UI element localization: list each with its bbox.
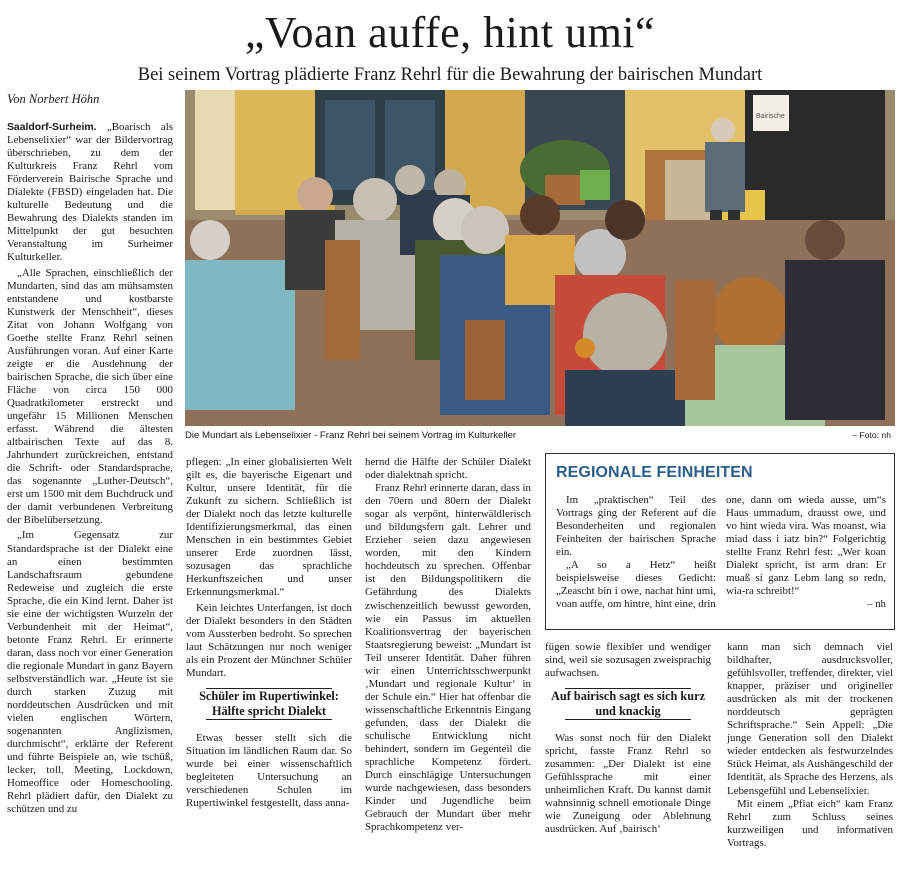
article-paragraph: „Im Gegensatz zur Standardsprache ist der Dialekt eine an einen bestimmten Landschaftsraum gebundene Redeweise und zugleich die erste Sprache, die ein Kind lernt. Daher ist sie eine der wichtigsten Wurzeln der Verbundenheit mit der Heimat“, betonte Franz Rehrl. Er erinnerte daran, dass noch vor einer Generation die regionale Mundart in ganz Bayern selbstverständlich war. „Heute ist sie durch starken Zuzug mit norddeutschen Ausdrücken und mit vielen englischen Wörtern, sogenannten Anglizismen, durchmischt“, erklärte der Referent und führte Beispiele an, wie tschüß, lecker, toll, Meeting, Lockdown, Homeoffice oder Homeschooling. Rehrl plädiert dafür, den Dialekt zu schützen und zu [7,529,173,816]
article-column-4 [545,641,711,869]
audience-lecture-image [185,90,895,426]
article-column-2 [186,456,352,870]
article-paragraph: Kein leichtes Unterfangen, ist doch der Dialekt besonders in den Städten vom Aussterben bedroht. So sprechen laut Schätzungen nur noch weniger als ein Prozent der Münchner Schüler Mundart. [186,601,352,679]
info-box-signature: – nh [866,598,886,611]
article-paragraph: fügen sowie flexibler und wendiger sind, weil sie sozusagen zweisprachig aufwachsen. [545,641,711,680]
article-paragraph [7,121,173,265]
article-paragraph: kann man sich demnach viel bildhafter, ausdrucksvoller, gefühlsvoller, treffender, direkter, viel knapper, präziser und origineller ausdrücken als mit der trockenen norddeutsch geprägten Schriftsprache.“ Sein Appell: „Die junge Generation soll den Dialekt wieder entdecken als festwurzelndes Stück Heimat, als Aushängeschild der Identität, als Sprache des Herzens, als Lebensgefühl und Lebenselixier. [727,641,893,797]
article-paragraph: hernd die Hälfte der Schüler Dialekt oder dialektnah spricht. [365,456,531,482]
article-paragraph: pflegen: „In einer globalisierten Welt gilt es, die bayerische Eigenart und Kultur, unsere Identität, für die Zukunft zu sichern. Schließlich ist der Dialekt noch das letzte kulturelle Identifizierungsmerkmal, das einen Menschen in ein bestimmtes Gebiet unserer Erde zuordnen lässt, sozusagen das sprachliche Herkunftszeichen und unser Erkennungsmerkmal.“ [186,456,352,599]
headline: „Voan auffe, hint umi“ [244,8,656,57]
article-paragraph: Mit einem „Pfiat eich“ kam Franz Rehrl zum Schluss seines kurzweiligen und informativen Vortrags. [727,797,893,849]
section-subhead: Schüler im Rupertiwinkel: Hälfte spricht Dialekt [199,688,339,718]
banner-logo: Bairische [756,113,785,120]
info-box [545,453,895,630]
article-column-5 [727,641,893,869]
divider [565,719,691,720]
article-column-1 [7,121,173,869]
article-column-3 [365,456,531,870]
section-subhead: Auf bairisch sagt es sich kurz und knackig [550,689,706,719]
article-photo [185,90,895,426]
article-paragraph: Franz Rehrl erinnerte daran, dass in den 70ern und 80ern der Dialekt sogar als verpönt, hinterwäldlerisch und bildungsfern galt. Lehrer und Erzieher seien dazu angewiesen worden, mit den Kindern hochdeutsch zu sprechen. Offenbar ist den Bildungspolitikern die Gefährdung des Dialekts zwischenzeitlich bewusst geworden, wie ein Passus im aktuellen Koalitionsvertrag der bayerischen Staatsregierung beweist: „Mundart ist Teil unserer Identität. Daher führen wir einen Unterrichtsschwerpunkt ‚Mundart und regionale Kultur‘ in der Schule ein.“ Hier hat offenbar die wissenschaftliche Erkenntnis Eingang gefunden, dass der Dialekt die schulische Entwicklung nicht behindert, sondern im Gegenteil die sprachliche Kompetenz fördert. Durch einschlägige Untersuchungen wurde nachgewiesen, dass besonders Kinder und Jugendliche beim Gebrauch der Mundart über mehr Sprachkompetenz ver- [365,482,531,834]
info-box-title: REGIONALE FEINHEITEN [556,464,753,481]
info-box-paragraph: „A so a Hetz“ heißt beispielsweise dieses Gedicht: „Zeascht bin i owe, nachat hint umi, voan auffe, om hintre, hint eine, drin [556,559,716,611]
info-box-left-column [556,494,716,626]
info-box-paragraph: one, dann om wieda ausse, um“s Haus ummadum, drausst owe, und vo hint wieda vira. Was moanst, wia miad dass i iatz bin?“ Folgerichtig stellte Franz Rehrl fest: „Wer koan Dialekt spricht, ist arm dran: Er muaß si ganz Lebm lang so redn, wia-ra schreibt!“ [726,494,886,598]
subheadline: Bei seinem Vortrag plädierte Franz Rehrl für die Bewahrung der bairischen Mundart [137,65,763,85]
article-paragraph: „Alle Sprachen, einschließlich der Mundarten, sind das am mühsamsten entstandene und kostbarste Kunstwerk der Menschheit“, dieses Zitat von Johann Wolfgang von Goethe stellte Franz Rehrl seinen Ausführungen voran. Auf einer Karte zeigte er die Ausdehnung der bairischen Sprache, die sich über eine Fläche von circa 150 000 Quadratkilometer erstreckt und ungefähr 15 Millionen Menschen erfasst. Während die ältesten altbairischen Texte auf das 8. Jahrhundert zurückreichen, entstand die Schrift- oder Standardsprache, das sogenannte „Luther-Deutsch“, erst um 1500 mit dem Buchdruck und der damit verbundenen Verbreitung der Bibelübersetzung. [7,266,173,527]
author-byline: Von Norbert Höhn [7,92,100,106]
photo-caption [185,429,895,442]
dateline: Saaldorf-Surheim. [7,122,97,133]
photo-credit: – Foto: nh [852,430,891,440]
divider [206,719,332,720]
caption-text: Die Mundart als Lebenselixier - Franz Rehrl bei seinem Vortrag im Kulturkeller [185,430,517,441]
info-box-paragraph: Im „praktischen“ Teil des Vortrags ging der Referent auf die Besonderheiten und regionalen Feinheiten der bairischen Sprache ein. [556,494,716,559]
article-paragraph: Etwas besser stellt sich die Situation im ländlichen Raum dar. So wurde bei einer wissenschaftlich begleiteten Untersuchung an verschiedenen Schulen im Rupertiwinkel festgestellt, dass anna- [186,731,352,810]
paragraph-text: „Boarisch als Lebenselixier“ war der Bildervortrag überschrieben, zu dem der Kulturkreis Franz Rehrl vom Förderverein Bairische Sprache und Dialekte (FBSD) eingeladen hat. Die kulturelle Bedeutung und die Bewahrung des Dialekts standen im Mittelpunkt der gut besuchten Veranstaltung im Surheimer Kulturkeller. [7,121,173,264]
info-box-right-column [726,494,886,626]
article-paragraph: Was sonst noch für den Dialekt spricht, fasste Franz Rehrl so zusammen: „Der Dialekt ist eine Gefühlssprache mit einer unheimlichen Kraft. Du kannst damit wahnsinnig schnell emotionale Dinge wie Zuneigung oder Ablehnung ausdrücken. Auf ‚bairisch‘ [545,732,711,836]
